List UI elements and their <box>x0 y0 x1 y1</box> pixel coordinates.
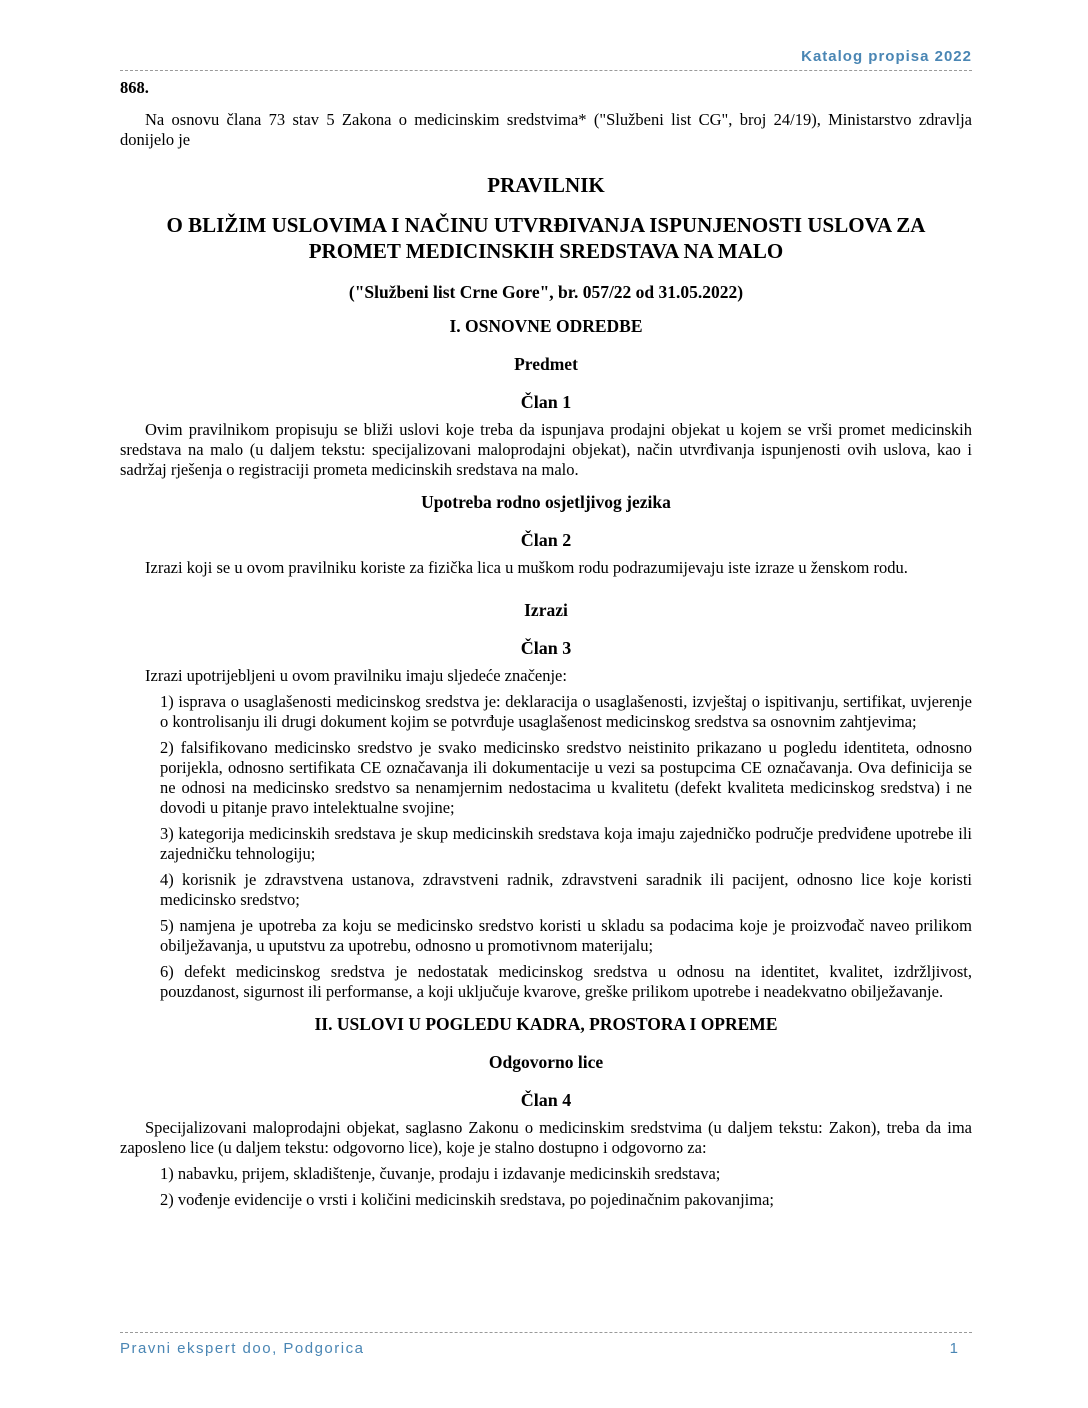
article-3-intro: Izrazi upotrijebljeni u ovom pravilniku imaju sljedeće značenje: <box>145 666 567 685</box>
list-item: 3) kategorija medicinskih sredstava je skup medicinskih sredstava koja imaju zajedničko područje predviđene upotrebe ili zajedničku tehnologiju; <box>160 824 972 863</box>
terms-heading: Izrazi <box>524 600 568 620</box>
gazette-reference: ("Službeni list Crne Gore", br. 057/22 od 31.05.2022) <box>348 282 744 302</box>
article-4-intro: Specijalizovani maloprodajni objekat, saglasno Zakonu o medicinskim sredstvima (u daljem tekstu: Zakon), treba da ima zaposleno lice (u daljem tekstu: odgovorno lice), koje je stalno dostupno i odgovorno za: <box>120 1118 972 1157</box>
header-divider <box>120 70 972 71</box>
list-item: 6) defekt medicinskog sredstva je nedostatak medicinskog sredstva u odnosu na identitet, kvalitet, izdržljivost, pouzdanost, sigurnost ili performanse, a koji uključuje kvarove, greške prilikom upotrebe i neadekvatno obilježavanje. <box>160 962 972 1001</box>
catalog-header: Katalog propisa 2022 <box>801 48 972 65</box>
article-2-text: Izrazi koji se u ovom pravilniku koriste za fizička lica u muškom rodu podrazumijevaju iste izraze u ženskom rodu. <box>145 558 908 577</box>
list-item: 2) vođenje evidencije o vrsti i količini medicinskih sredstava, po pojedinačnim pakovanjima; <box>160 1190 775 1209</box>
article-3-label: Član 3 <box>520 638 572 658</box>
document-number: 868. <box>120 78 149 97</box>
footer-divider <box>120 1332 972 1333</box>
list-item: 4) korisnik je zdravstvena ustanova, zdravstveni radnik, zdravstveni saradnik ili pacijent, odnosno lice koje koristi medicinsko sredstvo; <box>160 870 972 909</box>
list-item: 2) falsifikovano medicinsko sredstvo je svako medicinsko sredstvo neistinito prikazano u pogledu identiteta, odnosno porijekla, odnosno sertifikata CE označavanja ili dokumentacije u vezi sa postupcima CE označavanja. Ova definicija se ne odnosi na medicinsko sredstvo sa nenamjernim nedostacima u kvalitetu (defekt kvaliteta medicinskog sredstva) i ne dovodi u pitanje pravo intelektualne svojine; <box>160 738 972 817</box>
document-subtitle: O BLIŽIM USLOVIMA I NAČINU UTVRĐIVANJA ISPUNJENOSTI USLOVA ZA PROMET MEDICINSKIH SREDSTAVA NA MALO <box>166 213 926 263</box>
article-1-text: Ovim pravilnikom propisuju se bliži uslovi koje treba da ispunjava prodajni objekat u kojem se vrši promet medicinskih sredstava na malo (u daljem tekstu: specijalizovani maloprodajni objekat), način utvrđivanja ispunjenosti ovih uslova, kao i sadržaj rješenja o registraciji prometa medicinskih sredstava na malo. <box>120 420 972 479</box>
article-2-label: Član 2 <box>520 530 572 550</box>
document-body <box>120 78 972 1222</box>
article-4-list <box>120 1164 972 1210</box>
document-title: PRAVILNIK <box>487 173 605 197</box>
list-item: 1) isprava o usaglašenosti medicinskog sredstva je: deklaracija o usaglašenosti, izvještaj o ispitivanju, sertifikat, uvjerenje o kontrolisanju ili drugi dokument kojim se potvrđuje usaglašenost medicinskog sredstva sa osnovnim zahtjevima; <box>160 692 972 731</box>
preamble: Na osnovu člana 73 stav 5 Zakona o medicinskim sredstvima* ("Službeni list CG", broj 24/19), Ministarstvo zdravlja donijelo je <box>120 110 972 149</box>
subject-heading: Predmet <box>514 354 578 374</box>
page-number: 1 <box>949 1340 958 1357</box>
list-item: 5) namjena je upotreba za koju se medicinsko sredstvo koristi u skladu sa podacima koje je proizvođač naveo prilikom obilježavanja, u uputstvu za upotrebu, odnosno u promotivnom materijalu; <box>160 916 972 955</box>
responsible-person-heading: Odgovorno lice <box>488 1052 604 1072</box>
article-3-list <box>120 692 972 1002</box>
list-item: 1) nabavku, prijem, skladištenje, čuvanje, prodaju i izdavanje medicinskih sredstava; <box>160 1164 721 1183</box>
section-heading-2: II. USLOVI U POGLEDU KADRA, PROSTORA I OPREME <box>314 1014 778 1034</box>
publisher-footer: Pravni ekspert doo, Podgorica <box>120 1340 365 1357</box>
article-1-label: Član 1 <box>520 392 572 412</box>
article-4-label: Član 4 <box>520 1090 572 1110</box>
section-heading-1: I. OSNOVNE ODREDBE <box>449 316 643 336</box>
language-heading: Upotreba rodno osjetljivog jezika <box>421 492 671 512</box>
